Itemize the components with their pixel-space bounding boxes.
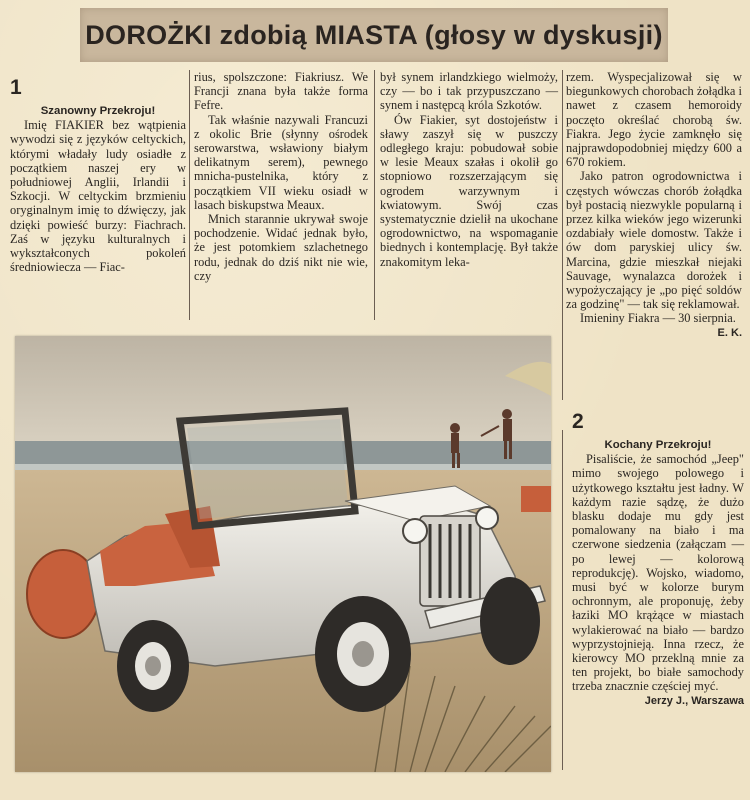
headline-banner [80,8,668,62]
column-rule [562,70,563,400]
letter-salutation: Szanowny Przekroju! [40,105,156,117]
paragraph: Pisaliście, że samochód „Jeep" mimo swojego polowego i użytkowego kształtu jest ładny. W każdym razie sądzę, że dużo blasku dodaje mu gdy jest pomalowany na biało i ma czerwone siedzenia (załączam — po lewej — kolorową reprodukcję). Wojsko, wiadomo, musi być w kolorze burym ochronnym, ale proponuję, żeby łaziki MO krążące w miastach wylakierować na biało — bardzo wyprzystojnieją. Inna rzecz, że kierowcy MO przeklną mnie za ten projekt, bo białe samochody trzeba znacznie częściej myć. [572,452,744,694]
paragraph: Tak właśnie nazywali Francuzi z okolic Brie (słynny ośrodek serowarstwa, wsławiony białym delikatnym serem), pewnego mnicha-pustelnika, który z początkiem VII wieku osiadł w lasach biskupstwa Meaux. [194,112,368,212]
jeep-photo [15,336,551,772]
paragraph: Ów Fiakier, syt dostojeństw i sławy zaszył się w puszczy odległego kraju: pobudował sobie w lesie Meaux szałas i okolił go stopniowo rozszerzającym się ogrodem warzywnym i kwiatowym. Swój czas systematycznie dzielił na ukochane ogrodownictwo, na wspomaganie biednych i kontemplację. Był także znakomitym leka- [380,112,558,269]
article-column-1 [10,70,186,274]
letter-number: 1 [10,76,22,99]
article-column-2 [194,70,368,283]
paragraph: rius, spolszczone: Fiakriusz. We Francji znana była także forma Fefre. [194,70,368,113]
letter-number: 2 [572,410,584,433]
paragraph: był synem irlandzkiego wielmoży, czy — bo i tak przypuszczano — synem i następcą króla Szkotów. [380,70,558,113]
paragraph: Mnich starannie ukrywał swoje pochodzenie. Widać jednak było, że jest potomkiem szlachetnego rodu, jednak do dziś nikt nie wie, czy [194,212,368,283]
letter-signature: Jerzy J., Warszawa [644,694,744,707]
article-column-4 [566,70,742,340]
jeep-illustration [15,336,551,772]
article-column-3 [380,70,558,269]
headline: DOROŻKI zdobią MIASTA (głosy w dyskusji) [85,19,663,50]
column-rule [374,70,375,320]
paragraph: Imieniny Fiakra — 30 sierpnia. [580,311,736,326]
letter-signature: E. K. [717,326,742,339]
paragraph: Jako patron ogrodownictwa i częstych wówczas chorób żołądka był postacią niezwykle popularną i przez kilka wieków jego wizerunki ozdabiały wiele domostw. Także i ów dom paryskiej ulicy św. Marcina, gdzie mieszkał niejaki Sauvage, wynalazca dorożek i wypożyczający je „po pięć soldów za godzinę" — tak się reklamował. [566,169,742,312]
letter-salutation: Kochany Przekroju! [604,439,712,451]
column-rule [189,70,190,320]
letter-2-column [572,410,744,708]
paragraph: Imię FIAKIER bez wątpienia wywodzi się z języków celtyckich, którymi władały ludy osiadłe z początkiem naszej ery w południowej Anglii, Irlandii i Szkocji. W celtyckim brzmieniu oryginalnym imię to dźwięczy, jak dzięki powieść burzy: Fiachrach. Zaś w języku kulturalnych i wykształconych pokoleń średniowiecza — Fiac- [10,118,186,275]
paragraph: rzem. Wyspecjalizował się w biegunkowych chorobach żołądka i nawet z czasem hemoroidy poczęto określać chorobą św. Fiakra. Jego życie zamknęło się najprawdopodobniej między 600 a 670 rokiem. [566,70,742,170]
column-rule [562,430,563,770]
